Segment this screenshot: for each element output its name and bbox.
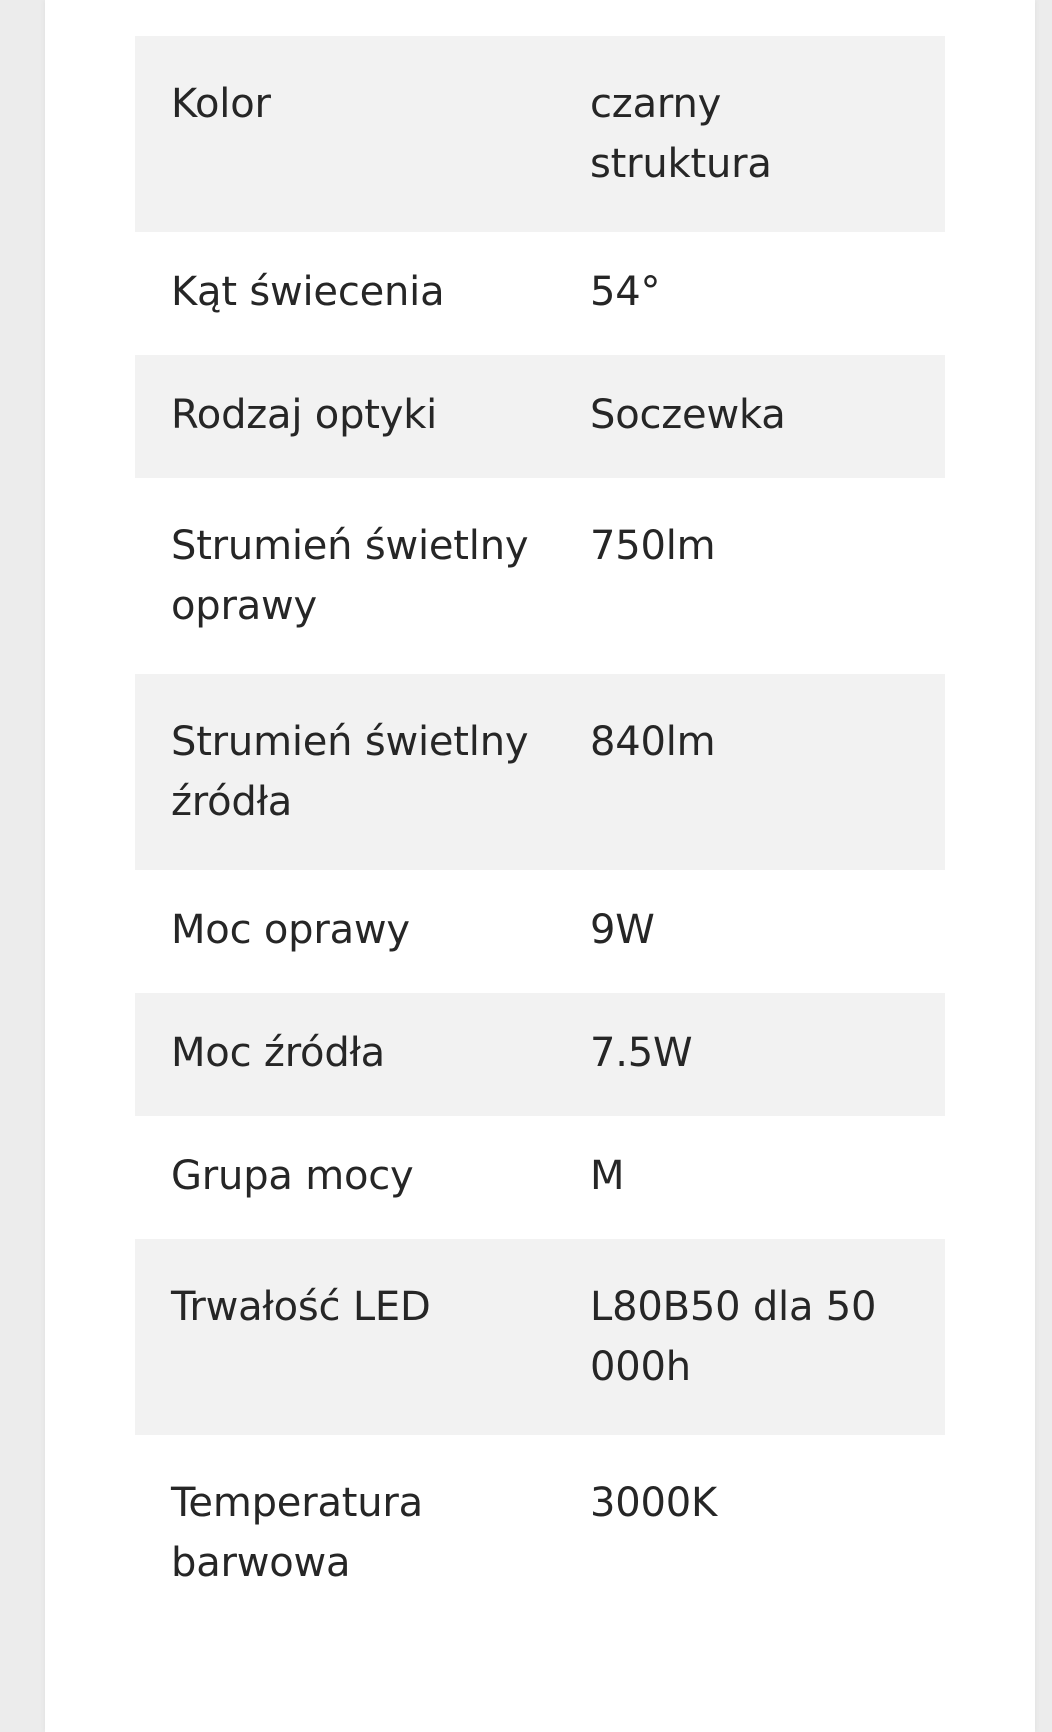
spec-value: 54° (590, 269, 661, 315)
spec-value: 7.5W (590, 993, 945, 1116)
spec-row-power-group (135, 1116, 945, 1239)
spec-label: Strumień świetlny oprawy (171, 523, 529, 629)
spec-label: Grupa mocy (171, 1153, 414, 1199)
spec-label: Kolor (135, 36, 590, 232)
spec-row-optics-type (135, 355, 945, 478)
spec-value: czarny struktura (590, 36, 945, 232)
specification-table (135, 36, 945, 1631)
spec-row-luminaire-flux (135, 478, 945, 674)
spec-label: Temperatura barwowa (171, 1480, 423, 1586)
spec-row-luminaire-power (135, 870, 945, 993)
spec-value: 9W (590, 907, 655, 953)
spec-label: Trwałość LED (135, 1239, 590, 1435)
spec-row-beam-angle (135, 232, 945, 355)
spec-row-source-power (135, 993, 945, 1116)
spec-value: 750lm (590, 523, 716, 569)
spec-label: Strumień świetlny źródła (135, 674, 590, 870)
spec-row-led-lifetime (135, 1239, 945, 1435)
spec-row-color-temperature (135, 1435, 945, 1631)
spec-value: L80B50 dla 50 000h (590, 1239, 945, 1435)
spec-label: Moc oprawy (171, 907, 410, 953)
spec-label: Moc źródła (135, 993, 590, 1116)
spec-value: 3000K (590, 1480, 718, 1526)
spec-value: Soczewka (590, 355, 945, 478)
spec-value: 840lm (590, 674, 945, 870)
spec-label: Kąt świecenia (171, 269, 445, 315)
spec-row-color (135, 36, 945, 232)
product-spec-card (45, 0, 1035, 1732)
spec-row-source-flux (135, 674, 945, 870)
spec-label: Rodzaj optyki (135, 355, 590, 478)
spec-value: M (590, 1153, 625, 1199)
